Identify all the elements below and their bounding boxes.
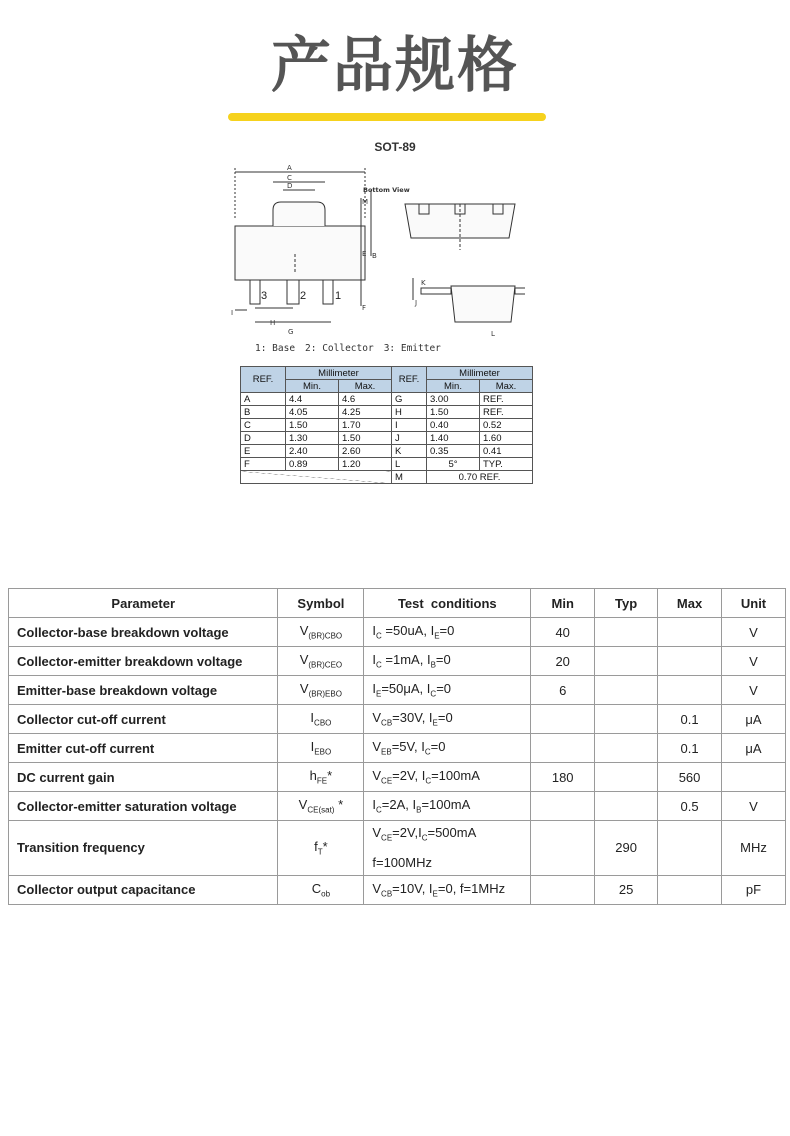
spec-row <box>9 875 786 904</box>
dims-row <box>241 471 533 484</box>
package-name: SOT-89 <box>374 140 416 154</box>
typ-cell <box>595 792 658 821</box>
dim-label-J: J <box>415 299 418 307</box>
dims-ref: D <box>241 432 286 445</box>
dims-val-2: 5° <box>427 458 480 471</box>
dims-val-2: 0.35 <box>427 445 480 458</box>
dims-ref: A <box>241 393 286 406</box>
dims-ref: F <box>241 458 286 471</box>
pin-legend-1: 1: Base <box>255 343 296 354</box>
dims-val-2: 3.00 <box>427 393 480 406</box>
dims-max: 1.20 <box>339 458 392 471</box>
dims-ref: B <box>241 406 286 419</box>
dim-label-B: B <box>372 252 377 260</box>
header-max: Max <box>658 589 722 618</box>
spec-row <box>9 618 786 647</box>
dims-max: 1.50 <box>339 432 392 445</box>
typ-cell <box>595 763 658 792</box>
spec-row <box>9 792 786 821</box>
symbol-cell: $I_{EBO}$ <box>278 734 364 763</box>
electrical-characteristics-table <box>8 588 786 905</box>
dims-min-header: Min. <box>286 380 339 393</box>
dims-ref-2: M <box>392 471 427 484</box>
max-cell <box>658 875 722 904</box>
dim-label-G: G <box>288 328 294 336</box>
min-cell <box>531 792 595 821</box>
spec-row <box>9 821 786 876</box>
min-cell: 6 <box>531 676 595 705</box>
dims-ref-2: L <box>392 458 427 471</box>
unit-cell: MHz <box>722 821 786 876</box>
dims-max-header-2: Max. <box>480 380 533 393</box>
param-cell: Transition frequency <box>9 821 278 876</box>
min-cell <box>531 821 595 876</box>
min-cell <box>531 705 595 734</box>
header-unit: Unit <box>722 589 786 618</box>
conditions-cell: $I_E=50\mu A$, $I_C=0$ <box>364 676 531 705</box>
min-cell <box>531 734 595 763</box>
symbol-cell: $V_{(BR)CEO}$ <box>278 647 364 676</box>
dim-label-K: K <box>421 279 426 287</box>
typ-cell <box>595 676 658 705</box>
symbol-cell: $V_{CE(sat)}$ * <box>278 792 364 821</box>
typ-cell <box>595 618 658 647</box>
unit-cell <box>722 763 786 792</box>
dims-ref: C <box>241 419 286 432</box>
dims-max-header: Max. <box>339 380 392 393</box>
typ-cell: 25 <box>595 875 658 904</box>
symbol-cell: $V_{(BR)CBO}$ <box>278 618 364 647</box>
typ-cell <box>595 647 658 676</box>
conditions-cell: $I_C=2A$, $I_B=100mA$ <box>364 792 531 821</box>
pin-number-2: 2 <box>300 290 307 302</box>
typ-cell: 290 <box>595 821 658 876</box>
pin-number-3: 3 <box>261 290 268 302</box>
conditions-cell: $I_C =50uA$, $I_E=0$ <box>364 618 531 647</box>
dims-note-2: TYP. <box>480 458 533 471</box>
dims-min: 4.05 <box>286 406 339 419</box>
dims-min: 1.30 <box>286 432 339 445</box>
dims-min: 1.50 <box>286 419 339 432</box>
dims-ref-header: REF. <box>241 367 286 393</box>
header-test-conditions: Test conditions <box>364 589 531 618</box>
dims-val-2: 1.40 <box>427 432 480 445</box>
param-cell: Collector output capacitance <box>9 875 278 904</box>
dims-min: 2.40 <box>286 445 339 458</box>
max-cell: 0.1 <box>658 734 722 763</box>
max-cell <box>658 618 722 647</box>
dims-note-2: 1.60 <box>480 432 533 445</box>
min-cell <box>531 875 595 904</box>
dim-label-D: D <box>287 182 293 190</box>
dims-mm-header: Millimeter <box>286 367 392 380</box>
dims-note-2: REF. <box>480 406 533 419</box>
conditions-cell: $V_{CE}=2V$, $I_C=100mA$ <box>364 763 531 792</box>
dims-ref-2: K <box>392 445 427 458</box>
param-cell: Collector-base breakdown voltage <box>9 618 278 647</box>
dims-max: 4.25 <box>339 406 392 419</box>
dims-min: 4.4 <box>286 393 339 406</box>
header-symbol: Symbol <box>278 589 364 618</box>
dimensions-table <box>240 366 533 484</box>
param-cell: Collector cut-off current <box>9 705 278 734</box>
unit-cell: V <box>722 792 786 821</box>
unit-cell: μA <box>722 705 786 734</box>
dim-label-E: E <box>362 250 367 258</box>
dims-ref-header-2: REF. <box>392 367 427 393</box>
title-underline <box>228 113 546 121</box>
dims-max: 4.6 <box>339 393 392 406</box>
symbol-cell: $V_{(BR)EBO}$ <box>278 676 364 705</box>
dim-label-I: I <box>231 309 234 317</box>
dim-label-H: H <box>270 319 276 327</box>
param-cell: Emitter cut-off current <box>9 734 278 763</box>
max-cell: 0.5 <box>658 792 722 821</box>
spec-row <box>9 647 786 676</box>
min-cell: 180 <box>531 763 595 792</box>
typ-cell <box>595 705 658 734</box>
dims-row <box>241 458 533 471</box>
dims-row <box>241 445 533 458</box>
spec-row <box>9 705 786 734</box>
pin-legend-2: 2: Collector <box>305 343 374 354</box>
dims-row <box>241 406 533 419</box>
dims-mm-header-2: Millimeter <box>427 367 533 380</box>
dims-ref-2: G <box>392 393 427 406</box>
unit-cell: V <box>722 647 786 676</box>
dims-val-2: 0.70 REF. <box>427 471 533 484</box>
unit-cell: μA <box>722 734 786 763</box>
conditions-cell: $V_{CE}=2V,I_C=500mA$ f=100MHz <box>364 821 531 876</box>
max-cell <box>658 821 722 876</box>
spec-header-row <box>9 589 786 618</box>
symbol-cell: $f_T*$ <box>278 821 364 876</box>
dims-note-2: 0.52 <box>480 419 533 432</box>
dims-ref-2: I <box>392 419 427 432</box>
dim-label-L: L <box>491 330 495 338</box>
dims-note-2: 0.41 <box>480 445 533 458</box>
dims-row <box>241 432 533 445</box>
dims-row <box>241 419 533 432</box>
param-cell: Emitter-base breakdown voltage <box>9 676 278 705</box>
dims-note-2: REF. <box>480 393 533 406</box>
spec-row <box>9 734 786 763</box>
dims-ref-2: J <box>392 432 427 445</box>
conditions-cell: $V_{CB}=10V$, $I_E=0$, f=1MHz <box>364 875 531 904</box>
dim-label-F: F <box>362 304 367 312</box>
pin-legend-3: 3: Emitter <box>383 343 441 354</box>
page-title: 产品规格 <box>271 31 519 101</box>
dims-min-header-2: Min. <box>427 380 480 393</box>
bottom-view-label: Bottom View <box>363 186 410 194</box>
header-typ: Typ <box>595 589 658 618</box>
dim-label-M: M <box>362 198 369 206</box>
symbol-cell: $C_{ob}$ <box>278 875 364 904</box>
dims-ref: E <box>241 445 286 458</box>
min-cell: 20 <box>531 647 595 676</box>
symbol-cell: $h_{FE}*$ <box>278 763 364 792</box>
min-cell: 40 <box>531 618 595 647</box>
max-cell: 560 <box>658 763 722 792</box>
param-cell: Collector-emitter saturation voltage <box>9 792 278 821</box>
typ-cell <box>595 734 658 763</box>
header-min: Min <box>531 589 595 618</box>
header-parameter: Parameter <box>9 589 278 618</box>
conditions-cell: $I_C =1mA$, $I_B=0$ <box>364 647 531 676</box>
dims-val-2: 0.40 <box>427 419 480 432</box>
conditions-cell: $V_{CB}=30V$, $I_E=0$ <box>364 705 531 734</box>
unit-cell: V <box>722 618 786 647</box>
max-cell <box>658 676 722 705</box>
conditions-cell: $V_{EB}=5V$, $I_C=0$ <box>364 734 531 763</box>
spec-row <box>9 763 786 792</box>
param-cell: DC current gain <box>9 763 278 792</box>
dims-row <box>241 393 533 406</box>
dims-empty-cell <box>241 471 392 484</box>
dims-max: 2.60 <box>339 445 392 458</box>
dims-ref-2: H <box>392 406 427 419</box>
unit-cell: pF <box>722 875 786 904</box>
spec-row <box>9 676 786 705</box>
symbol-cell: $I_{CBO}$ <box>278 705 364 734</box>
pin-number-1: 1 <box>335 290 342 302</box>
dims-val-2: 1.50 <box>427 406 480 419</box>
unit-cell: V <box>722 676 786 705</box>
dim-label-C: C <box>287 174 292 182</box>
pin-legend <box>255 343 451 354</box>
dims-max: 1.70 <box>339 419 392 432</box>
param-cell: Collector-emitter breakdown voltage <box>9 647 278 676</box>
max-cell <box>658 647 722 676</box>
dims-min: 0.89 <box>286 458 339 471</box>
package-outline-drawing <box>225 160 525 340</box>
max-cell: 0.1 <box>658 705 722 734</box>
dim-label-A: A <box>287 164 292 172</box>
